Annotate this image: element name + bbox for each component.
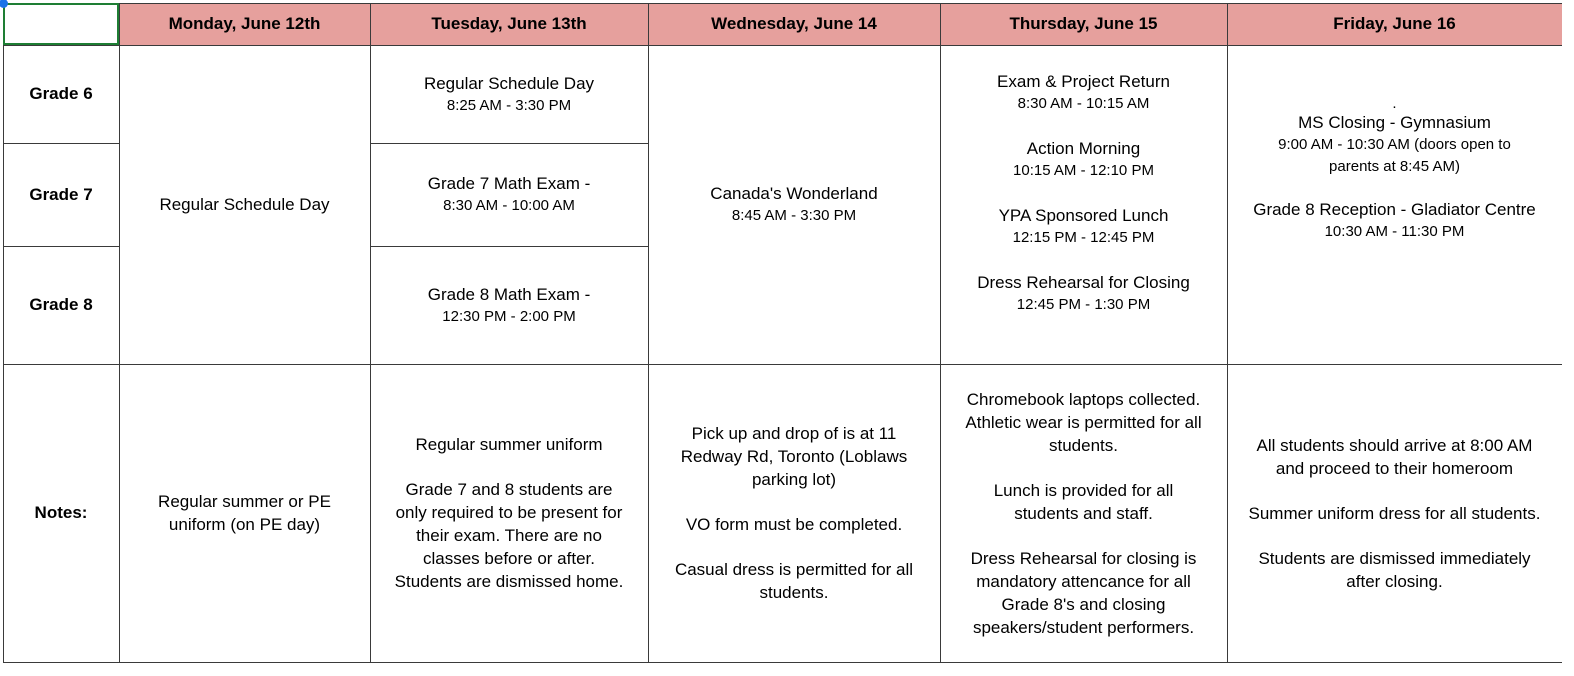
- grid-line: [1227, 3, 1228, 663]
- wednesday-schedule-cell[interactable]: [648, 45, 940, 364]
- grid-line: [370, 3, 371, 663]
- header-monday[interactable]: [119, 3, 370, 45]
- event-time: 12:45 PM - 1:30 PM: [1016, 296, 1151, 313]
- note-line: Grade 7 and 8 students are: [405, 480, 613, 499]
- note-line: students.: [759, 583, 829, 602]
- row-label-grade7[interactable]: [3, 143, 119, 246]
- note-line: classes before or after.: [423, 549, 595, 568]
- note-line: Dress Rehearsal for closing is: [970, 548, 1197, 568]
- grid-line: [370, 246, 648, 247]
- row-label-text: Grade 7: [29, 184, 93, 204]
- row-label-text: Notes:: [34, 503, 88, 522]
- row-label-text: Grade 8: [29, 295, 93, 314]
- notes-wednesday-cell[interactable]: [648, 364, 940, 662]
- grid-line: [3, 143, 119, 144]
- event-time: 8:30 AM - 10:15 AM: [1017, 95, 1150, 112]
- note-line: Students are dismissed home.: [394, 572, 624, 591]
- note-line: Chromebook laptops collected.: [966, 389, 1201, 409]
- grid-line: [119, 3, 120, 663]
- event-time: 12:15 PM - 12:45 PM: [1012, 229, 1155, 246]
- notes-thursday-cell[interactable]: [940, 364, 1227, 662]
- monday-schedule-cell[interactable]: [119, 45, 370, 364]
- event-time: 8:45 AM - 3:30 PM: [731, 207, 857, 224]
- monday-schedule-text: Regular Schedule Day: [159, 195, 330, 214]
- note-line: their exam. There are no: [416, 526, 602, 545]
- note-line: parking lot): [751, 470, 837, 489]
- grid-line: [940, 3, 941, 663]
- grid-line: [370, 143, 648, 144]
- note-line: after closing.: [1346, 571, 1443, 591]
- grid-line: [3, 662, 1562, 663]
- note-line: uniform (on PE day): [168, 515, 321, 534]
- header-label: Friday, June 16: [1333, 14, 1456, 33]
- event-time: 10:30 AM - 11:30 PM: [1324, 223, 1465, 240]
- notes-friday-cell[interactable]: [1227, 364, 1562, 662]
- event-time: 8:30 AM - 10:00 AM: [443, 197, 575, 214]
- grid-line: [648, 3, 649, 663]
- event-title: YPA Sponsored Lunch: [998, 206, 1169, 225]
- thursday-schedule-cell[interactable]: [940, 45, 1227, 364]
- note-line: Casual dress is permitted for all: [674, 560, 914, 579]
- grid-line: [3, 3, 1562, 4]
- note-line: Athletic wear is permitted for all: [965, 412, 1202, 432]
- note-line: Grade 8's and closing: [1001, 594, 1166, 614]
- note-line: students.: [1049, 435, 1118, 455]
- event-title: Dress Rehearsal for Closing: [977, 273, 1190, 292]
- friday-schedule-cell[interactable]: [1227, 45, 1562, 364]
- row-label-grade8[interactable]: [3, 246, 119, 364]
- header-friday[interactable]: [1227, 3, 1562, 45]
- event-title: Grade 7 Math Exam -: [427, 174, 591, 193]
- note-line: mandatory attencance for all: [976, 571, 1191, 591]
- event-title: Action Morning: [1026, 139, 1141, 158]
- note-line: Pick up and drop of is at 11: [691, 424, 897, 443]
- event-title: Grade 8 Math Exam -: [427, 284, 591, 304]
- header-label: Wednesday, June 14: [711, 14, 877, 33]
- event-title: Grade 8 Reception - Gladiator Centre: [1253, 200, 1536, 219]
- event-time: 8:25 AM - 3:30 PM: [446, 96, 572, 114]
- header-label: Monday, June 12th: [168, 14, 321, 33]
- tuesday-grade7-cell[interactable]: [370, 143, 648, 246]
- note-line: Students are dismissed immediately: [1258, 548, 1531, 568]
- header-label: Tuesday, June 13th: [431, 14, 587, 33]
- header-tuesday[interactable]: [370, 3, 648, 45]
- note-line: All students should arrive at 8:00 AM: [1256, 435, 1533, 455]
- notes-monday-cell[interactable]: [119, 364, 370, 662]
- grid-line: [3, 364, 1562, 365]
- cell-selection-outline: [3, 3, 119, 45]
- event-time: 9:00 AM - 10:30 AM (doors open to parents at 8:45 AM): [1278, 136, 1511, 175]
- row-label-text: Grade 6: [29, 84, 93, 103]
- notes-tuesday-cell[interactable]: [370, 364, 648, 662]
- note-line: students and staff.: [1014, 503, 1153, 523]
- event-time: 10:15 AM - 12:10 PM: [1013, 162, 1154, 179]
- grid-line: [3, 3, 4, 663]
- note-line: Lunch is provided for all: [993, 480, 1174, 500]
- event-title: Regular Schedule Day: [423, 73, 595, 93]
- event-title: Exam & Project Return: [997, 72, 1170, 91]
- event-title: MS Closing - Gymnasium: [1298, 113, 1491, 132]
- row-label-notes[interactable]: [3, 364, 119, 662]
- note-line: VO form must be completed.: [685, 515, 903, 534]
- event-time: 12:30 PM - 2:00 PM: [442, 307, 576, 325]
- grid-line: [3, 45, 1562, 46]
- note-line: only required to be present for: [395, 503, 623, 522]
- event-title: Canada's Wonderland: [710, 184, 878, 203]
- grid-line: [3, 246, 119, 247]
- tuesday-grade8-cell[interactable]: [370, 246, 648, 364]
- tuesday-grade6-cell[interactable]: [370, 45, 648, 143]
- stray-dot: .: [1392, 95, 1397, 112]
- header-label: Thursday, June 15: [1009, 14, 1158, 33]
- note-line: and proceed to their homeroom: [1275, 458, 1514, 478]
- note-line: Regular summer uniform: [415, 435, 603, 454]
- note-line: Summer uniform dress for all students.: [1248, 503, 1541, 523]
- note-line: Regular summer or PE: [158, 492, 331, 511]
- header-thursday[interactable]: [940, 3, 1227, 45]
- row-label-grade6[interactable]: [3, 45, 119, 143]
- header-wednesday[interactable]: [648, 3, 940, 45]
- note-line: Redway Rd, Toronto (Loblaws: [680, 447, 908, 466]
- note-line: speakers/student performers.: [972, 617, 1195, 637]
